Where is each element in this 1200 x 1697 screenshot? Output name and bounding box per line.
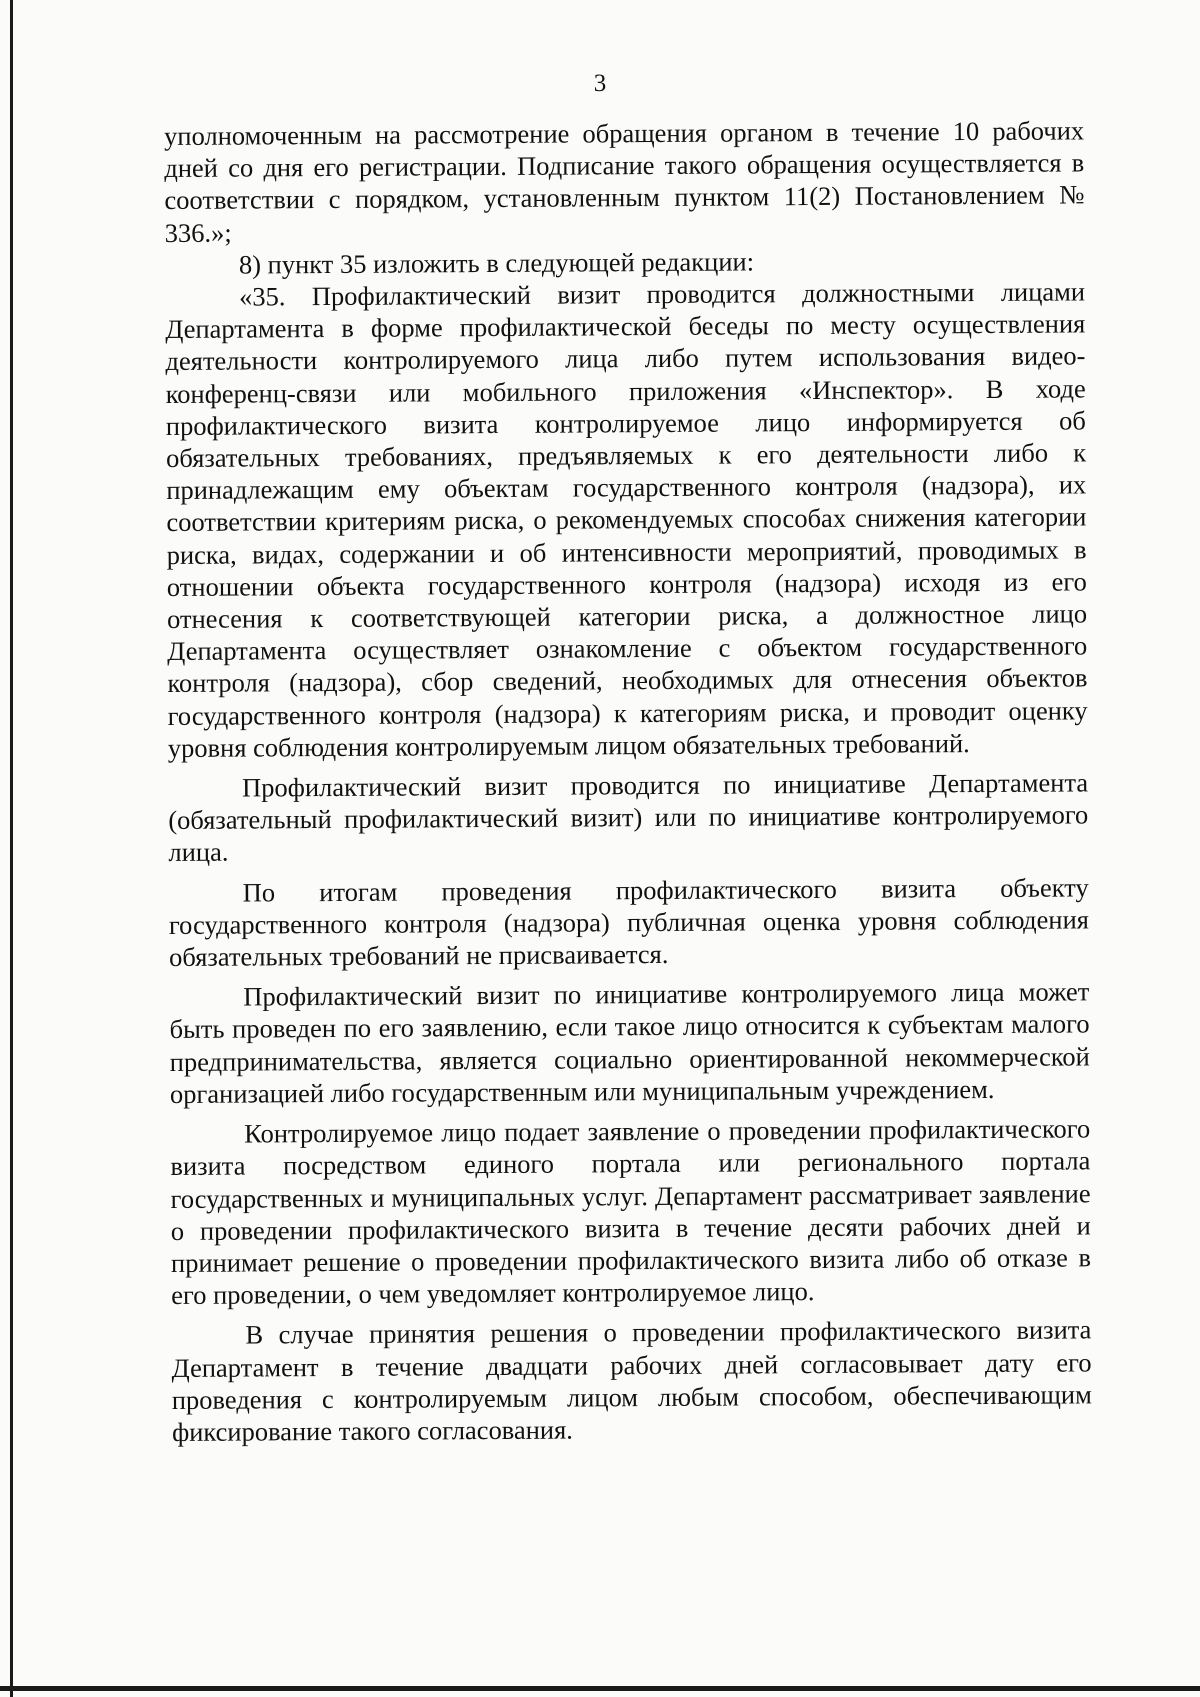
scan-edge-left xyxy=(10,0,13,1697)
paragraph-initiative: Профилактический визит проводится по инициативе Департамента (обязательный профилактический визит) или по инициативе контролируемого лица. xyxy=(168,767,1089,868)
page-number: 3 xyxy=(593,70,607,97)
paragraph-application-procedure: Контролируемое лицо подает заявление о проведении профилактического визита посредством единого портала или регионального портала государственных и муниципальных услуг. Департамент рассматривает заявление о проведении профилактического визита в течение десяти рабочих дней и принимает решение о проведении профилактического визита либо об отказе в его проведении, о чем уведомляет контролируемое лицо. xyxy=(170,1113,1092,1311)
paragraph-amendment-item: 8) пункт 35 изложить в следующей редакции: xyxy=(238,246,755,280)
paragraph-continuation: уполномоченным на рассмотрение обращения органом в течение 10 рабочих дней со дня его регистрации. Подписание такого обращения осуществляется в соответствии с порядком, установленным пунктом 11(2) Постановлением № 336.»; xyxy=(164,115,1085,248)
scan-edge-bottom xyxy=(0,1686,1200,1691)
paragraph-results: По итогам проведения профилактического визита объекту государственного контроля (надзора) публичная оценка уровня соблюдения обязательных требований не присваивается. xyxy=(168,872,1089,973)
document-body xyxy=(164,114,1092,1448)
paragraph-clause-35: «35. Профилактический визит проводится должностными лицами Департамента в форме профилактической беседы по месту осуществления деятельности контролируемого лица либо путем использования видео-конференц-связи или мобильного приложения «Инспектор». В ходе профилактического визита контролируемое лицо информируется об обязательных требованиях, предъявляемых к его деятельности либо к принадлежащим ему объектам государственного контроля (надзора), их соответствии критериям риска, о рекомендуемых способах снижения категории риска, видах, содержании и об интенсивности мероприятий, проводимых в отношении объекта государственного контроля (надзора) исходя из его отнесения к соответствующей категории риска, а должностное лицо Департамента осуществляет ознакомление с объектом государственного контроля (надзора), сбор сведений, необходимых для отнесения объектов государственного контроля (надзора) к категориям риска, и проводит оценку уровня соблюдения контролируемым лицом обязательных требований. xyxy=(165,276,1088,763)
paragraph-application-conditions: Профилактический визит по инициативе контролируемого лица может быть проведен по его заявлению, если такое лицо относится к субъектам малого предпринимательства, является социально ориентированной некоммерческой организацией либо государственным или муниципальным учреждением. xyxy=(169,976,1090,1109)
paragraph-date-agreement: В случае принятия решения о проведении профилактического визита Департамент в течение двадцати рабочих дней согласовывает дату его проведения с контролируемым лицом любым способом, обеспечивающим фиксирование такого согласования. xyxy=(171,1314,1092,1447)
